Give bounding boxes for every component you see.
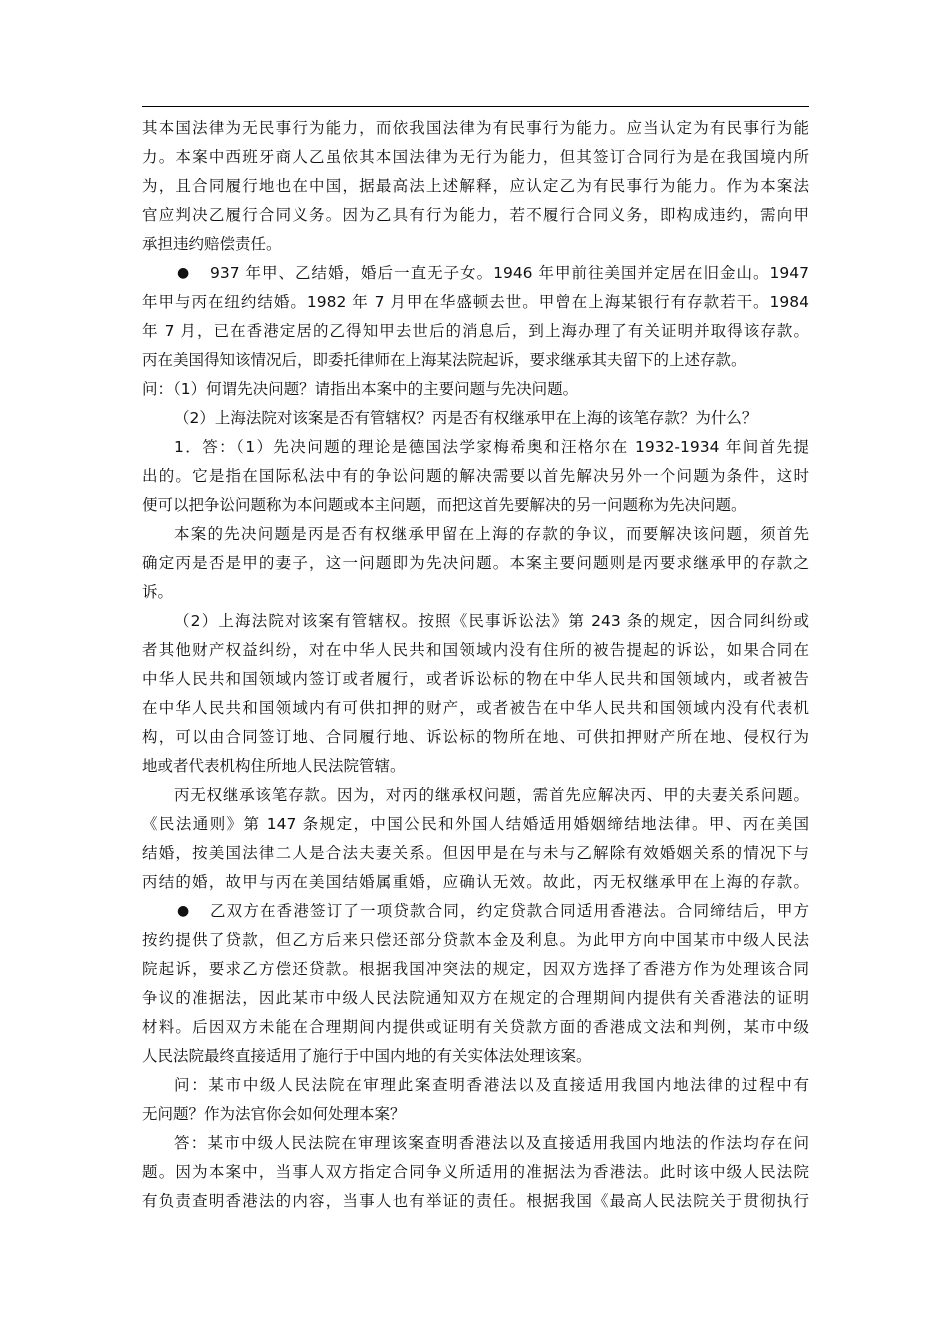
text-line: 其本国法律为无民事行为能力，而依我国法律为有民事行为能力。应当认定为有民事行为能 <box>142 119 809 137</box>
text-line: 按约提供了贷款，但乙方后来只偿还部分贷款本金及利息。为此甲方向中国某市中级人民法 <box>142 931 809 949</box>
question-line: 问：某市中级人民法院在审理此案查明香港法以及直接适用我国内地法律的过程中有 <box>174 1076 809 1094</box>
text-line: （2）上海法院对该案有管辖权。按照《民事诉讼法》第 243 条的规定，因合同纠纷或 <box>174 612 809 630</box>
text-line: 年 7 月，已在香港定居的乙得知甲去世后的消息后，到上海办理了有关证明并取得该存款。 <box>142 322 809 340</box>
bullet-icon: ● <box>177 903 190 919</box>
answer-line: 1．答：（1）先决问题的理论是德国法学家梅希奥和汪格尔在 1932-1934 年间首先提 <box>174 438 809 456</box>
text-line: 中华人民共和国领域内签订或者履行，或者诉讼标的物在中华人民共和国领域内，或者被告 <box>142 670 809 688</box>
header-rule <box>142 106 809 107</box>
text-line: 承担违约赔偿责任。 <box>142 235 282 253</box>
text-line: 确定丙是否是甲的妻子，这一问题即为先决问题。本案主要问题则是丙要求继承甲的存款之 <box>142 554 809 572</box>
text-line: 便可以把争讼问题称为本问题或本主问题，而把这首先要解决的另一问题称为先决问题。 <box>142 496 747 514</box>
answer-line: 答：某市中级人民法院在审理该案查明香港法以及直接适用我国内地法的作法均存在问 <box>174 1134 809 1152</box>
text-line: 乙双方在香港签订了一项贷款合同，约定贷款合同适用香港法。合同缔结后，甲方 <box>210 902 809 920</box>
question-line: 无问题？作为法官你会如何处理本案？ <box>142 1105 406 1123</box>
text-line: 题。因为本案中，当事人双方指定合同争义所适用的准据法为香港法。此时该中级人民法院 <box>142 1163 809 1181</box>
bullet-icon: ● <box>177 265 190 281</box>
text-line: 丙在美国得知该情况后，即委托律师在上海某法院起诉，要求继承其夫留下的上述存款。 <box>142 351 747 369</box>
text-line: 在中华人民共和国领域内有可供扣押的财产，或者被告在中华人民共和国领域内没有代表机 <box>142 699 809 717</box>
question-line: （2）上海法院对该案是否有管辖权？丙是否有权继承甲在上海的该笔存款？为什么？ <box>174 409 758 427</box>
text-line: 丙无权继承该笔存款。因为，对丙的继承权问题，需首先应解决丙、甲的夫妻关系问题。 <box>174 786 809 804</box>
text-line: 院起诉，要求乙方偿还贷款。根据我国冲突法的规定，因双方选择了香港方作为处理该合同 <box>142 960 809 978</box>
text-line: 丙结的婚，故甲与丙在美国结婚属重婚，应确认无效。故此，丙无权继承甲在上海的存款。 <box>142 873 809 891</box>
text-line: 争议的准据法，因此某市中级人民法院通知双方在规定的合理期间内提供有关香港法的证明 <box>142 989 809 1007</box>
text-line: 出的。它是指在国际私法中有的争讼问题的解决需要以首先解决另外一个问题为条件，这时 <box>142 467 809 485</box>
text-line: 为，且合同履行地也在中国，据最高法上述解释，应认定乙为有民事行为能力。作为本案法 <box>142 177 809 195</box>
text-line: 年甲与丙在纽约结婚。1982 年 7 月甲在华盛顿去世。甲曾在上海某银行有存款若干。1984 <box>142 293 809 311</box>
text-line: 材料。后因双方未能在合理期间内提供或证明有关贷款方面的香港成文法和判例，某市中级 <box>142 1018 809 1036</box>
text-line: 力。本案中西班牙商人乙虽依其本国法律为无行为能力，但其签订合同行为是在我国境内所 <box>142 148 809 166</box>
text-line: 本案的先决问题是丙是否有权继承甲留在上海的存款的争议，而要解决该问题，须首先 <box>174 525 809 543</box>
text-line: 者其他财产权益纠纷，对在中华人民共和国领域内没有住所的被告提起的诉讼，如果合同在 <box>142 641 809 659</box>
text-line: 诉。 <box>142 583 174 601</box>
text-line: 《民法通则》第 147 条规定，中国公民和外国人结婚适用婚姻缔结地法律。甲、丙在美国 <box>142 815 809 833</box>
text-line: 结婚，按美国法律二人是合法夫妻关系。但因甲是在与未与乙解除有效婚姻关系的情况下与 <box>142 844 809 862</box>
text-line: 有负责查明香港法的内容，当事人也有举证的责任。根据我国《最高人民法院关于贯彻执行 <box>142 1192 809 1210</box>
question-line: 问：（1）何谓先决问题？请指出本案中的主要问题与先决问题。 <box>142 380 579 398</box>
text-line: 人民法院最终直接适用了施行于中国内地的有关实体法处理该案。 <box>142 1047 592 1065</box>
text-line: 地或者代表机构住所地人民法院管辖。 <box>142 757 406 775</box>
text-line: 官应判决乙履行合同义务。因为乙具有行为能力，若不履行合同义务，即构成违约，需向甲 <box>142 206 809 224</box>
text-line: 937 年甲、乙结婚，婚后一直无子女。1946 年甲前往美国并定居在旧金山。1947 <box>210 264 809 282</box>
text-line: 构，可以由合同签订地、合同履行地、诉讼标的物所在地、可供扣押财产所在地、侵权行为 <box>142 728 809 746</box>
